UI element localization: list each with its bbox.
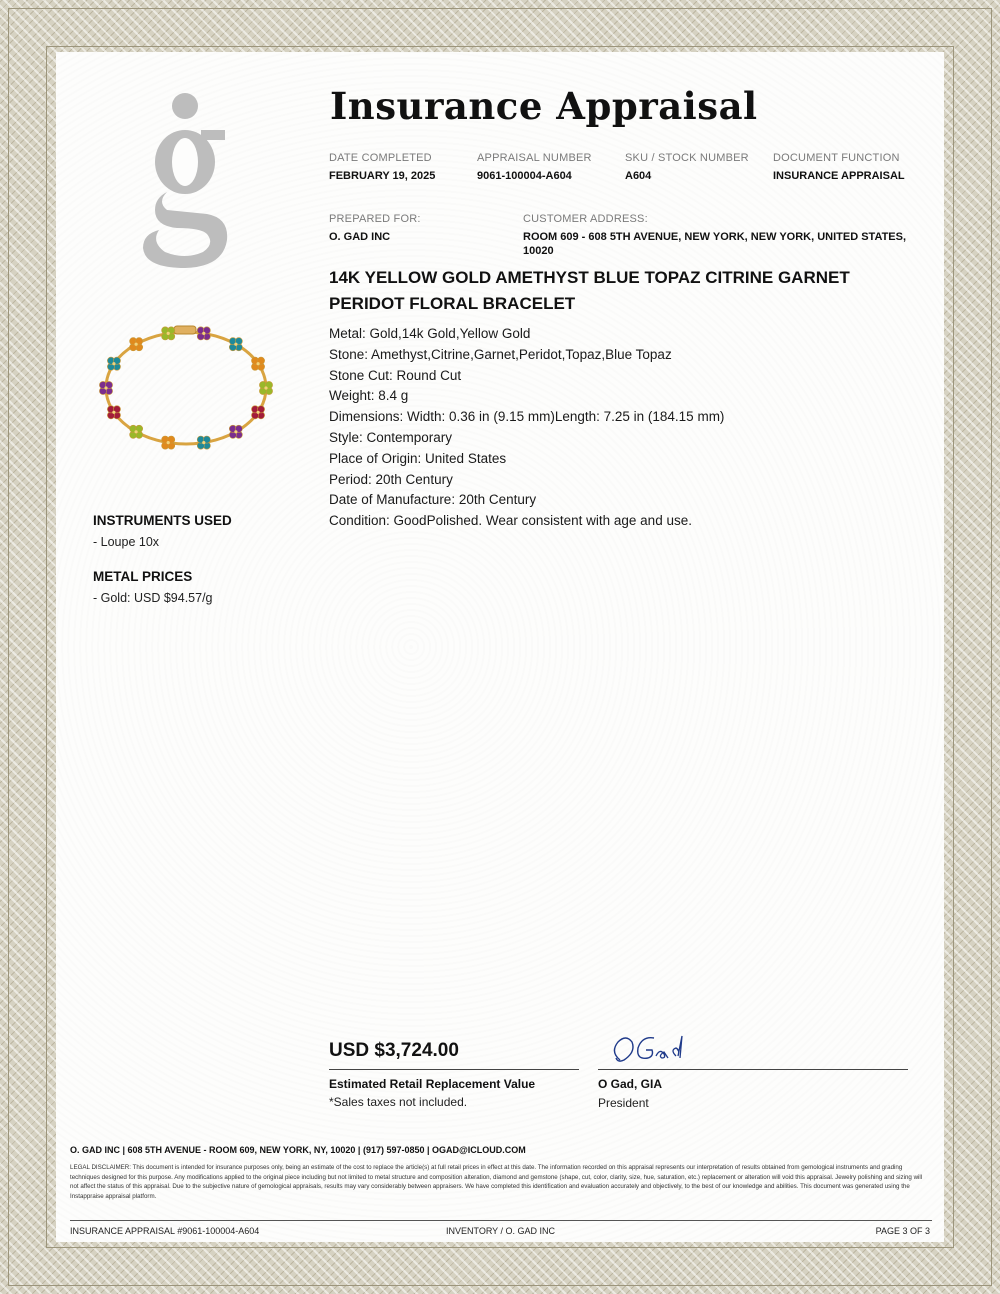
company-logo-icon xyxy=(137,92,233,272)
signatory-name: O Gad, GIA xyxy=(598,1077,663,1091)
detail-stone: Stone: Amethyst,Citrine,Garnet,Peridot,Topaz,Blue Topaz xyxy=(329,346,672,362)
legal-disclaimer: LEGAL DISCLAIMER: This document is intended for insurance purposes only, being an estimate of the cost to replace the article(s) at full retail prices in effect at this date. The information recorded on this appraisal represents our interpretation of results obtained from gemological instruments and grading techniques designed for this purpose. Any modifications applied to the original piece including but not limited to metal structure and composition alteration, diamond and gemstone (shape, cut, color, clarity, size, hue, saturation, etc.) replacement or alteration will void this appraisal. Jewelry polishing and sizing will not affect the status of this appraisal. Due to the subjective nature of gemological appraisals, results may vary considerably between appraisers. We have completed this identification and evaluation accurately and objectively, to the best of our knowledge and abilities. This document was generated using the Instappraise appraisal platform. xyxy=(70,1164,923,1200)
valuation-note: *Sales taxes not included. xyxy=(329,1095,468,1109)
footer-rule xyxy=(70,1220,932,1221)
footer-page-number: PAGE 3 OF 3 xyxy=(875,1226,930,1236)
sku-value: A604 xyxy=(625,170,652,182)
item-title xyxy=(329,265,889,317)
detail-metal: Metal: Gold,14k Gold,Yellow Gold xyxy=(329,326,531,341)
sku-label: SKU / STOCK NUMBER xyxy=(625,152,749,164)
bracelet-flower xyxy=(162,327,175,340)
detail-stone-cut: Stone Cut: Round Cut xyxy=(329,367,462,383)
date-completed-value: FEBRUARY 19, 2025 xyxy=(329,170,436,182)
appraisal-number-label: APPRAISAL NUMBER xyxy=(477,152,592,164)
bracelet-flower xyxy=(107,357,120,370)
valuation-amount: USD $3,724.00 xyxy=(329,1040,459,1061)
detail-condition: Condition: GoodPolished. Wear consistent with age and use. xyxy=(329,513,692,529)
metal-prices-heading: METAL PRICES xyxy=(93,569,193,584)
document-function-label: DOCUMENT FUNCTION xyxy=(773,152,900,164)
bracelet-flower xyxy=(252,357,265,370)
detail-date-of-manufacture: Date of Manufacture: 20th Century xyxy=(329,492,537,508)
metal-prices-item: - Gold: USD $94.57/g xyxy=(93,591,213,605)
signature-icon xyxy=(606,1030,706,1070)
customer-address-line1: ROOM 609 - 608 5TH AVENUE, NEW YORK, NEW YORK, UNITED STATES, xyxy=(523,231,907,243)
detail-weight: Weight: 8.4 g xyxy=(329,388,409,404)
detail-style: Style: Contemporary xyxy=(329,429,453,445)
item-title-line2: PERIDOT FLORAL BRACELET xyxy=(329,294,576,313)
footer-inventory: INVENTORY / O. GAD INC xyxy=(446,1226,556,1236)
bracelet-flower xyxy=(107,406,120,419)
bracelet-flower xyxy=(162,436,175,449)
customer-address-label: CUSTOMER ADDRESS: xyxy=(523,213,648,225)
bracelet-photo xyxy=(92,318,280,458)
bracelet-flower xyxy=(197,327,210,340)
appraisal-number-value: 9061-100004-A604 xyxy=(477,170,572,182)
bracelet-flower xyxy=(130,338,143,351)
bracelet-flower xyxy=(99,381,112,394)
bracelet-flower xyxy=(259,381,272,394)
bracelet-flower xyxy=(130,425,143,438)
company-address: O. GAD INC | 608 5TH AVENUE - ROOM 609, NEW YORK, NY, 10020 | (917) 597-0850 | OGAD@ICLOUD.COM xyxy=(70,1145,526,1155)
date-completed-label: DATE COMPLETED xyxy=(329,152,432,164)
signatory-title: President xyxy=(598,1096,649,1110)
detail-place-of-origin: Place of Origin: United States xyxy=(329,450,507,466)
signature-rule xyxy=(598,1069,908,1070)
detail-period: Period: 20th Century xyxy=(329,471,453,487)
document-function-value: INSURANCE APPRAISAL xyxy=(773,170,905,182)
bracelet-flower xyxy=(229,425,242,438)
valuation-rule xyxy=(329,1069,579,1070)
prepared-for-label: PREPARED FOR: xyxy=(329,213,421,225)
footer-appraisal-ref: INSURANCE APPRAISAL #9061-100004-A604 xyxy=(70,1226,260,1236)
valuation-caption: Estimated Retail Replacement Value xyxy=(329,1077,536,1091)
instruments-item: - Loupe 10x xyxy=(93,535,160,549)
customer-address-line2: 10020 xyxy=(523,245,554,257)
item-title-line1: 14K YELLOW GOLD AMETHYST BLUE TOPAZ CITRINE GARNET xyxy=(329,268,850,287)
detail-dimensions: Dimensions: Width: 0.36 in (9.15 mm)Length: 7.25 in (184.15 mm) xyxy=(329,409,725,425)
bracelet-flower xyxy=(252,406,265,419)
document-title: Insurance Appraisal xyxy=(330,84,758,128)
bracelet-flower xyxy=(229,338,242,351)
bracelet-flower xyxy=(197,436,210,449)
item-details xyxy=(329,324,889,532)
prepared-for-value: O. GAD INC xyxy=(329,231,391,243)
instruments-heading: INSTRUMENTS USED xyxy=(93,513,232,528)
